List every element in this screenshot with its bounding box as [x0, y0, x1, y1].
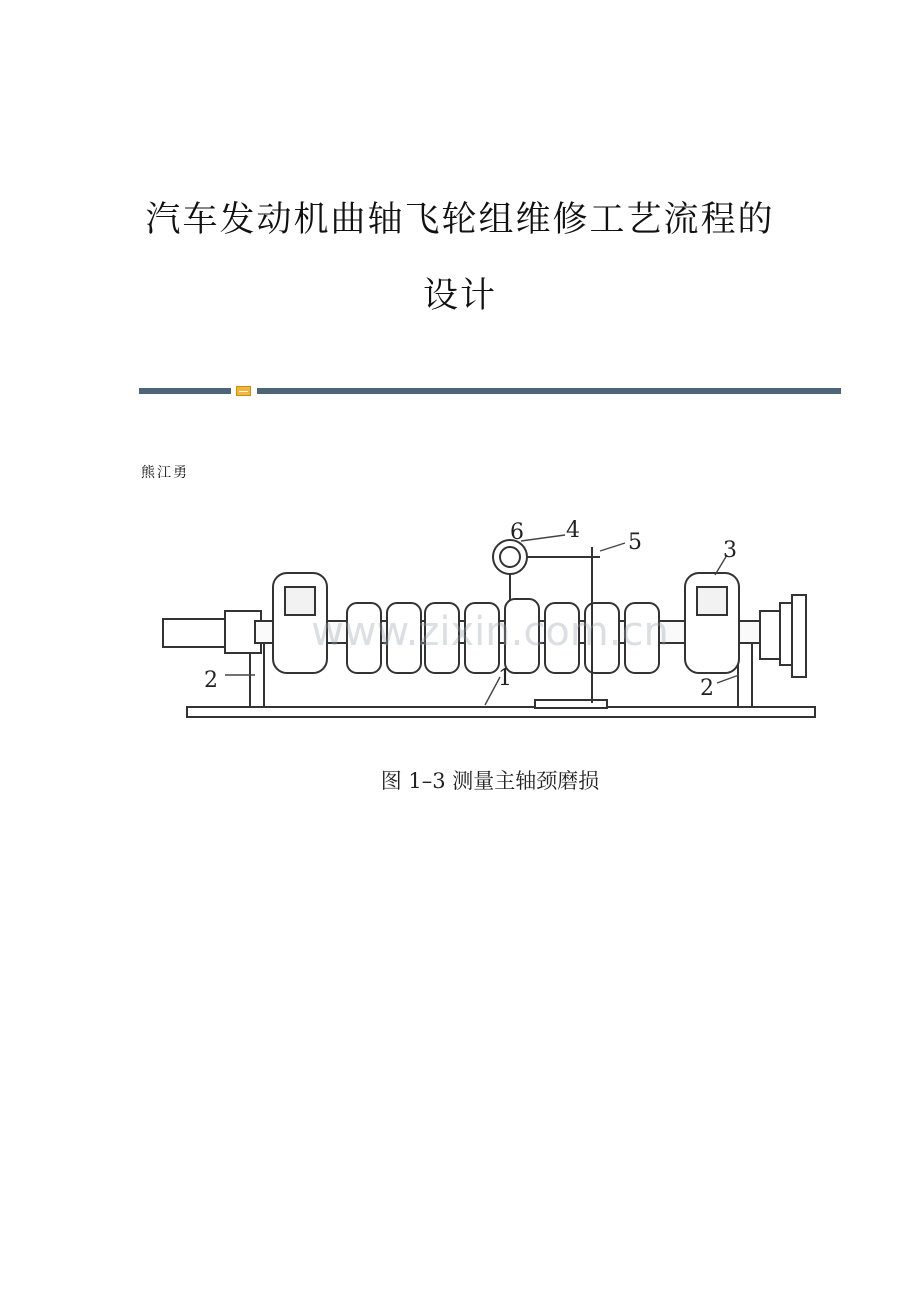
divider-badge-icon [236, 386, 251, 396]
label-5: 5 [628, 530, 642, 555]
divider-bar-right [257, 388, 841, 394]
divider-bar-left [139, 388, 231, 394]
watermark-text: www.zixin.com.cn [311, 609, 669, 655]
dial-gauge-icon [493, 540, 527, 574]
document-title-line-2: 设计 [422, 276, 497, 316]
label-3: 3 [723, 538, 737, 563]
base-rail [187, 707, 815, 717]
label-2-right: 2 [700, 676, 714, 701]
label-6: 6 [510, 520, 524, 545]
figure-caption: 图 1–3 测量主轴颈磨损 [380, 769, 600, 793]
document-title-line-1: 汽车发动机曲轴飞轮组维修工艺流程的 [145, 200, 775, 240]
label-4: 4 [566, 518, 580, 543]
label-1: 1 [498, 666, 512, 691]
label-2-left: 2 [204, 668, 218, 693]
author-name: 熊江勇 [141, 465, 189, 481]
crankshaft-measurement-figure [155, 515, 825, 740]
front-stub [163, 619, 233, 647]
stand-foot [535, 700, 607, 708]
title-divider [139, 386, 841, 396]
